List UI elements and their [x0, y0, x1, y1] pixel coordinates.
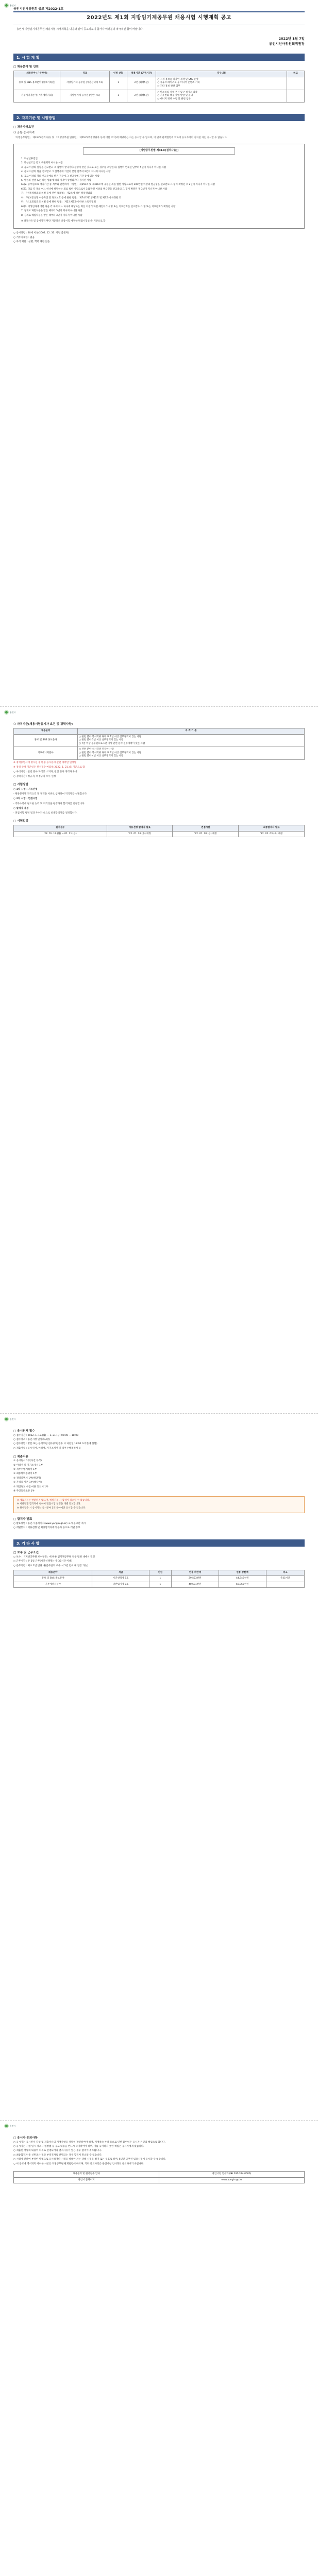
caution-list: [13, 2141, 305, 2166]
contact-row: [14, 2172, 304, 2177]
table-header: 직무내용: [156, 71, 287, 77]
box-line: 6의2. 공무원으로 재직기간 중 직무와 관련하여 「형법」 제355조 및 제356조에 규정된 죄를 범한 사람으로서 300만원 이상의 벌금형을 선고받고 그 형이 확정된 후 2년이 지나지 아니한 사람: [21, 183, 215, 187]
list-item: ○ 자격 제한 : 성별, 학력 제한 없음: [13, 240, 50, 243]
box-footer: ※ 결격사유 및 응시자격 판단 기준일은 최종시험 예정일(면접시험일)을 기준으로 함: [21, 219, 106, 223]
cell-date: '22. 01. 17.(월) ~ 01. 21.(금): [14, 831, 107, 837]
intro-text: 용인시 지방임기제공무원 채용시험 시행계획을 다음과 같이 공고하오니 참가자 여러분의 적극적인 참여 바랍니다.: [16, 27, 144, 31]
list-item: ○ 제출된 서류의 내용이 허위로 판명되거나 결격사유가 있는 경우 합격이 취소됩니다.: [13, 2149, 102, 2153]
list-item: ⑥ 자격증 사본 1부(해당자): [13, 1481, 42, 1484]
homepage-row: [14, 2177, 304, 2183]
box-line: 2. 파산선고를 받고 복권되지 아니한 사람: [21, 162, 63, 165]
qual-note: ※ 경력 산정 기준일은 원서접수 마감일(2022. 1. 21.)을 기준으로 함: [13, 766, 85, 769]
list-item: ○ 개별통지 : 서류전형 및 최종합격자에게 문자 등으로 개별 통보: [13, 1527, 80, 1530]
cell: 시간선택제 7호: [92, 1576, 149, 1582]
subheading-common: ❍ 공통 응시자격: [13, 131, 35, 135]
section-header-1: 1. 시 험 계 획: [13, 54, 305, 61]
method-3: ○ 합격자 결정: [13, 807, 29, 810]
cell-note: [287, 77, 305, 90]
cell-grade: 지방임기제 공무원 [시간선택제 7호]: [60, 77, 110, 90]
box-line: 4. 금고 이상의 형을 선고받고 그 집행유예 기간이 끝난 날부터 2년이 지나지 아니한 사람: [21, 171, 111, 174]
table-header: 비고: [266, 1570, 304, 1576]
table-header: 서류전형 합격자 발표: [107, 825, 173, 832]
qual-note: ○ 우대사항 : 관련 분야 자격증 소지자, 관련 분야 경력자 우대: [13, 770, 77, 773]
caution-line: ※ 제출서류는 반환하지 않으며, 허위기재 시 합격이 취소될 수 있습니다.: [17, 1499, 90, 1502]
cell-grade: 지방임기제 공무원 [일반 7호]: [60, 90, 110, 103]
list-item: ⑤ 경력증명서 1부(해당자): [13, 1477, 41, 1480]
cell-note: [287, 90, 305, 103]
table-row: [14, 734, 305, 747]
subheading-result: □ 합격자 발표: [13, 1518, 32, 1521]
table-row: [14, 747, 305, 760]
list-item: ③ 직무수행계획서 1부: [13, 1468, 37, 1471]
homepage-link[interactable]: www.yongin.go.kr: [159, 2178, 304, 2183]
method-1: ○ 1차 시험 : 서류전형: [13, 788, 38, 791]
section-header-2: 2. 자격기준 및 시험방법: [13, 114, 305, 121]
table-header: 원서접수: [14, 825, 107, 832]
city-emblem-icon: [4, 3, 9, 8]
method-1-text: - 채용분야별 자격요건 및 경력을 서류로 심사하여 적격자를 선발합니다.: [13, 793, 88, 796]
subheading-qual-criteria: ❍ 자격기준(채용시험응시자 요건 및 경력사항): [13, 723, 73, 726]
notice-number: 용인시인사위원회 공고 제2022-1호: [13, 7, 64, 11]
list-item: ○ 최종합격자 중 신원조사 결과 부적격자로 판명되는 경우 합격이 취소될 수 있습니다.: [13, 2154, 103, 2157]
table-row: [14, 1582, 305, 1588]
table-header: 인원: [149, 1570, 171, 1576]
cell-period: 2년 (최대5년): [127, 90, 156, 103]
cell: 기후에너지분야: [14, 1582, 92, 1588]
table-header: 최종합격자 발표: [239, 825, 305, 832]
cell-criteria: ○ 관련 분야 석사학위 취득한 사람 ○ 관련 분야 학사학위 취득 후 2년 이상 실무경력이 있는 사람 ○ 관련 분야 4년 이상 실무경력이 있는 사람: [78, 747, 305, 760]
list-item: ② 이력서 및 자기소개서 1부: [13, 1464, 43, 1467]
cell-count: 1: [110, 77, 127, 90]
box-line: 나. 「정보통신망 이용촉진 및 정보보호 등에 관한 법률」 제74조제1항제2호 및 제3호에 규정된 죄: [21, 196, 122, 199]
table-row: [14, 77, 305, 90]
cell-field: 홍보 및 SNS 홍보분야: [14, 734, 78, 747]
list-item: ① 응시원서 1부(사진 부착): [13, 1460, 42, 1463]
cell: 1: [149, 1582, 171, 1588]
table-header: 자 격 기 준: [78, 728, 305, 735]
table-header: 직급: [92, 1570, 149, 1576]
cell-count: 1: [110, 90, 127, 103]
cell: 일반임기제 7호: [92, 1582, 149, 1588]
cell-date: '22. 01. 26.(수) 예정: [107, 831, 173, 837]
subheading-apply: □ 응시원서 접수: [13, 1430, 35, 1433]
box-line: 다. 「스토킹범죄의 처벌 등에 관한 법률」 제2조제2호에 따른 스토킹범죄: [21, 201, 96, 204]
pay-table: [13, 1570, 305, 1588]
box-line: 3. 금고 이상의 실형을 선고받고 그 집행이 끝나거나(집행이 끝난 것으로 보는 경우를 포함한다) 집행이 면제된 날부터 5년이 지나지 아니한 사람: [21, 166, 166, 169]
contact-box: [13, 2171, 305, 2183]
subheading-recruit-field: □ 채용분야 및 인원: [13, 65, 39, 69]
notice-date: 2022년 1월 7일: [278, 36, 305, 41]
contact-label: 채용문의 및 원서접수 안내: [73, 2173, 100, 2176]
qualification-table: [13, 728, 305, 760]
logo: [4, 2124, 16, 2128]
cell: 1: [149, 1576, 171, 1582]
list-item: ○ 제출서류 : 응시원서, 이력서, 자기소개서 및 직무수행계획서 등: [13, 1447, 81, 1450]
list-item: ○ 접수장소 : 용인시청 인사과(4층): [13, 1438, 51, 1441]
cell: 40,531천원: [171, 1582, 219, 1588]
cell-duty: ○ 시정 홍보물 디자인·제작 및 SNS 운영 ○ 유튜브·페이스북 등 미디어 콘텐츠 기획 ○ 기타 홍보 관련 업무: [156, 77, 287, 90]
apply-list: [13, 1434, 305, 1451]
cell: 44,346천원: [219, 1576, 266, 1582]
page-3: [0, 1414, 318, 2121]
table-row: [14, 1576, 305, 1582]
cell: 29,553천원: [171, 1576, 219, 1582]
method-2-text: - 직무수행에 필요한 능력 및 적격성을 평정하여 합격자를 결정합니다.: [13, 802, 86, 805]
table-header: 면접시험: [173, 825, 239, 832]
box-line: 1. 피성년후견인: [21, 157, 38, 160]
cell-date: '22. 02. 03.(목) 예정: [239, 831, 305, 837]
table-header: 채용기간 (근무기간): [127, 71, 156, 77]
list-item: ○ 발표방법 : 용인시 홈페이지(www.yongin.go.kr) 고시·공고란 게시: [13, 1522, 86, 1526]
list-item: ○ 보수 : 「지방공무원 보수규정」에 따른 임기제공무원 연봉 범위 내에서 결정: [13, 1555, 95, 1558]
logo-text: 용인시: [10, 2124, 16, 2127]
table-header: 인원 (명): [110, 71, 127, 77]
box-line: 7. 징계로 파면처분을 받은 때부터 5년이 지나지 아니한 사람: [21, 210, 82, 213]
list-item: ⑧ 주민등록초본 1부: [13, 1490, 35, 1493]
subheading-pay: □ 보수 및 근무조건: [13, 1551, 39, 1555]
box-line: 가. 「성폭력범죄의 처벌 등에 관한 특례법」 제2조에 따른 성폭력범죄: [21, 192, 92, 195]
method-3-text: - 면접시험 평정 결과 우수자 순으로 최종합격자를 결정합니다.: [13, 811, 78, 815]
cell-duty: ○ 탄소중립 정책 추진 및 온실가스 감축 ○ 기후변화 대응 사업 발굴 및 운영 ○ 에너지 정책 수립 및 관련 업무: [156, 90, 287, 103]
table-header: 채용분야 (근무부서): [14, 71, 60, 77]
list-item: ○ 이 공고에 명시되지 아니한 사항은 지방공무원 관계법령에 따르며, 기타 문의사항은 용인시청 인사과로 문의하시기 바랍니다.: [13, 2162, 144, 2165]
subheading-docs: □ 제출서류: [13, 1455, 28, 1459]
subheading-cautions: □ 응시자 유의사항: [13, 2137, 38, 2140]
logo: [4, 710, 16, 715]
logo: [4, 1417, 16, 1421]
box-line: 6의4. 미성년자에 대한 다음 각 목의 어느 하나에 해당하는 죄를 저질러 파면·해임되거나 형 또는 치료감호를 선고받아 그 형 또는 치료감호가 확정된 사람: [21, 205, 176, 208]
recruitment-table: [13, 71, 305, 103]
list-item: ○ 근무시간 : 주 5일 근무(시간선택제는 주 35시간 이내): [13, 1560, 72, 1563]
list-item: ○ 응시자는 시험 일시·장소·시험방법 등 공고 내용을 반드시 숙지하여야 하며, 이를 숙지하지 못한 책임은 응시자에게 있습니다.: [13, 2145, 144, 2148]
table-row: [14, 90, 305, 103]
cell: 홍보 및 SNS 홍보분야: [14, 1576, 92, 1582]
table-header: 연봉 하한액: [171, 1570, 219, 1576]
list-item: ○ 접수방법 : 방문 또는 등기우편 접수(우편접수 시 마감일 18:00 도착분에 한함): [13, 1443, 97, 1446]
section-header-3: 3. 기 타 사 항: [13, 1539, 305, 1547]
list-item: ○ 시험에 관하여 부정한 방법으로 응시하거나 시험을 방해한 자는 당해 시험을 정지 또는 무효로 하며, 5년간 공무원 임용시험에 응시할 수 없습니다.: [13, 2158, 166, 2161]
homepage-label: 용인시 홈페이지: [78, 2178, 95, 2181]
cell-field: 기후에너지분야 (기후에너지과): [14, 90, 60, 103]
city-emblem-icon: [4, 1417, 9, 1421]
box-line: 8. 징계로 해임처분을 받은 때부터 3년이 지나지 아니한 사람: [21, 214, 82, 217]
table-header: 채용분야: [14, 728, 78, 735]
list-item: ○ 응시연령 : 20세 이상(2002. 12. 31. 이전 출생자): [13, 232, 69, 235]
caution-line: ※ 원서접수 시 응시자는 응시분야 1개 분야에만 응시할 수 있습니다.: [17, 1506, 86, 1510]
list-item: ○ 접수기간 : 2022. 1. 17.(월) ~ 1. 21.(금) 09:00 ~ 18:00: [13, 1434, 79, 1437]
logo-text: 용인시: [10, 4, 16, 7]
eligibility-list: [13, 232, 305, 244]
cell-date: '22. 01. 28.(금) 예정: [173, 831, 239, 837]
page-title: 2022년도 제1회 지방임기제공무원 채용시험 시행계획 공고: [13, 11, 305, 25]
list-item: ○ 응시자는 응시원서 작성 및 제출서류의 기재사항을 정확히 확인하여야 하며, 기재착오·누락 등으로 인한 불이익은 응시자 본인의 책임으로 합니다.: [13, 2141, 166, 2144]
docs-list: [13, 1460, 305, 1494]
cell-field: 홍보 및 SNS 홍보분야 (홍보기획관): [14, 77, 60, 90]
list-item: ④ 최종학력증명서 1부: [13, 1472, 37, 1476]
caution-box: [13, 1496, 305, 1514]
disqualification-box: [13, 144, 305, 229]
box-line: 6. 법원의 판결 또는 다른 법률에 따라 자격이 상실되거나 정지된 사람: [21, 179, 91, 182]
pay-list: [13, 1556, 305, 1568]
table-header: 채용분야: [14, 1570, 92, 1576]
common-qualification-text: 「지방공무원법」 제31조(결격사유) 및 「지방공무원 임용령」 제65조(부정행위자 등에 대한 조치)에 해당하는 자는 응시할 수 없으며, 이 밖에 관계법령에 의하여 응시자격이 정지된 자는 응시할 수 없습니다.: [13, 137, 228, 140]
page-2: [0, 707, 318, 1414]
city-emblem-icon: [4, 2124, 9, 2128]
result-list: [13, 1522, 305, 1530]
list-item: ○ 근무기간 : 최초 2년 범위 내(근무실적 우수 시 5년 범위 내 연장 가능): [13, 1564, 88, 1567]
city-emblem-icon: [4, 710, 9, 715]
box-line: 6의3. 다음 각 목의 어느 하나에 해당하는 죄를 범한 사람으로서 100만원 이상의 벌금형을 선고받고 그 형이 확정된 후 3년이 지나지 아니한 사람: [21, 188, 168, 191]
logo-text: 용인시: [10, 710, 16, 714]
cell-period: 2년 (최대5년): [127, 77, 156, 90]
table-header: 비고: [287, 71, 305, 77]
table-row: [14, 831, 305, 837]
page-1: [0, 0, 318, 707]
subheading-schedule: □ 시험일정: [13, 819, 28, 823]
logo-text: 용인시: [10, 1417, 16, 1420]
subheading-qualification: □ 채용자격요건: [13, 126, 34, 129]
subheading-method: □ 시험방법: [13, 783, 28, 787]
qual-note: ○ 경력기간 : 정규직, 비정규직 모두 인정: [13, 775, 56, 778]
box-line: 5. 금고 이상의 형의 선고유예를 받은 경우에 그 선고유예 기간 중에 있는 사람: [21, 175, 99, 178]
qual-note: ※ 경력증명서에 명시된 경력 중 응시분야 관련 경력만 인정함: [13, 761, 77, 764]
issuing-organization: 용인시인사위원회위원장: [269, 41, 305, 46]
box-title: [지방공무원법 제31조(결격사유)]: [83, 147, 235, 154]
page-4: [0, 2121, 318, 2576]
list-item: ○ 거주지제한 : 없음: [13, 236, 35, 239]
list-item: ⑦ 개인정보 수집·이용 동의서 1부: [13, 1485, 48, 1488]
contact-value: 용인시청 인사과 (☎ 031-324-0000): [159, 2172, 304, 2177]
cell: 주35시간: [266, 1576, 304, 1582]
cell: [266, 1582, 304, 1588]
table-header: 연봉 상한액: [219, 1570, 266, 1576]
table-header: 직급: [60, 71, 110, 77]
cell-criteria: ○ 관련 분야 학사학위 취득 후 1년 이상 실무경력이 있는 사람 ○ 관련 분야 3년 이상 실무경력이 있는 사람 ○ 7급 이상 공무원으로 1년 이상 관련 분야 실무경력이 있는 사람: [78, 734, 305, 747]
cell: 58,963천원: [219, 1582, 266, 1588]
method-2: ○ 2차 시험 : 면접시험: [13, 798, 38, 801]
schedule-table: [13, 825, 305, 837]
cell-field: 기후에너지분야: [14, 747, 78, 760]
caution-line: ※ 서류전형 합격자에 한하여 면접시험 일정을 개별 통보합니다.: [17, 1503, 81, 1506]
